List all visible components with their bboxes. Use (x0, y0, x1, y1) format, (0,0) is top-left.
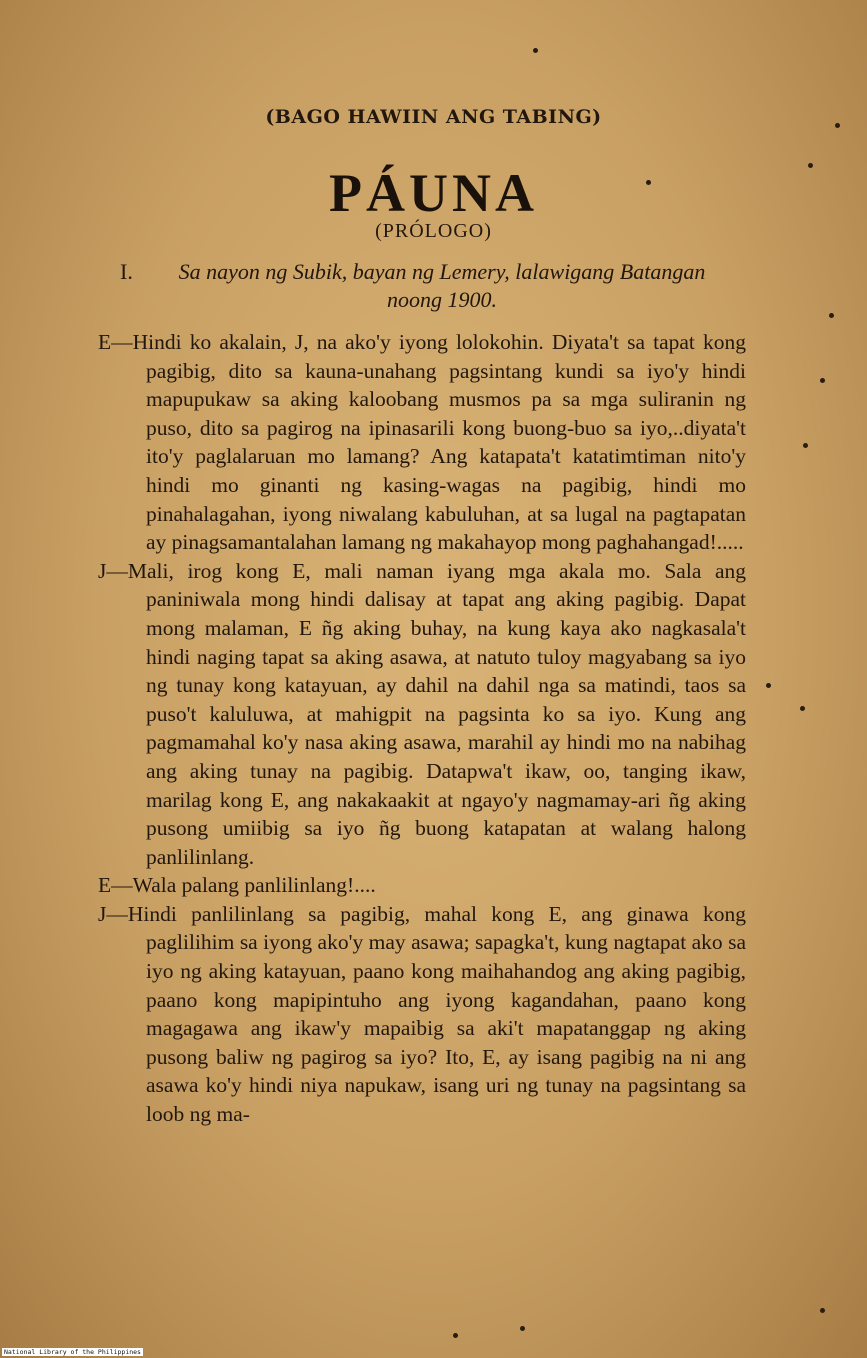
speaker-label: E— (98, 873, 133, 898)
speech-text: Mali, irog kong E, mali naman iyang mga akala mo. Sala ang paniniwala mong hindi dalisay at tapat ang aking pagibig. Dapat mong malaman, E ñg aking buhay, na kung kaya ako nagkasala't hindi naging tapat sa aking asawa, at natuto tuloy magyabang sa iyo ng tunay kong katayuan, ay dahil na dahil nga sa matindi, taos sa puso't kaluluwa, at mahigpit na pagsinta ko sa iyo. Kung ang pagmamahal ko'y nasa aking asawa, marahil ay hindi mo na nabihag ang aking tunay na pagibig. Datapwa't ikaw, oo, tanging ikaw, marilag kong E, ang nakakaakit at ngayo'y nagmamay-ari ñg aking pusong umiibig sa iyo ñg buong katapatan at walang halong panlilinlang. (127, 558, 746, 869)
speck-decoration (820, 1308, 825, 1313)
speech-text: Wala palang panlilinlang!.... (132, 873, 376, 898)
speaker-label: J— (98, 901, 128, 926)
speaker-label: J— (98, 558, 128, 583)
dialogue-line (98, 557, 746, 872)
speech-text: Hindi ko akalain, J, na ako'y iyong lolokohin. Diyata't sa tapat kong pagibig, dito sa kauna-unahang pagsintang kundi sa iyo'y hindi mapupukaw sa aking kaloobang musmos pa sa mga suliranin ng puso, dito sa pagirog na ipinasarili kong buong-buo sa iyo,..diyata't ito'y paglalaruan mo lamang? Ang katapata't katatimtiman nito'y hindi mo ginanti ng kasing-wagas na pagibig, hindi mo pinahalagahan, iyong niwalang kabuluhan, at sa lugal na pagtapatan ay pinagsamantalahan lamang ng makahayop mong paghahangad!..... (132, 330, 746, 555)
speck-decoration (800, 706, 805, 711)
scene-number: I. (120, 259, 133, 284)
speck-decoration (829, 313, 834, 318)
dialogue-block (98, 328, 746, 1129)
page-title: PÁUNA (329, 163, 538, 223)
speech-text: Hindi panlilinlang sa pagibig, mahal kong E, ang ginawa kong paglilihim sa iyong ako'y may asawa; sapagka't, kung nagtapat ako sa iyo ng aking katayuan, paano kong maihahandog ang aking pagibig, paano kong mapipintuho ang iyong kagandahan, paano kong magagawa ang ikaw'y mapaibig sa aki't mapatanggap ng aking pusong baliw ng pagirog sa iyo? Ito, E, ay isang pagibig na ni ang asawa ko'y hindi niya napukaw, isang uri ng tunay na pagsintang sa loob ng ma- (127, 901, 746, 1127)
speck-decoration (803, 443, 808, 448)
scene-description: Sa nayon ng Subik, bayan ng Lemery, lalawigang Batangan noong 1900. (178, 259, 706, 312)
dialogue-line (98, 900, 746, 1129)
dialogue-line (98, 328, 746, 557)
footer-credit: National Library of the Philippines (4, 1348, 141, 1356)
page-subtitle: (PRÓLOGO) (375, 220, 492, 242)
speck-decoration (533, 48, 538, 53)
speck-decoration (766, 683, 771, 688)
speck-decoration (453, 1333, 458, 1338)
speck-decoration (520, 1326, 525, 1331)
scene-heading (120, 258, 740, 314)
dialogue-line (98, 871, 746, 900)
speaker-label: E— (98, 330, 133, 354)
speck-decoration (820, 378, 825, 383)
stage-direction: (BAGO HAWIIN ANG TABING) (265, 106, 602, 128)
